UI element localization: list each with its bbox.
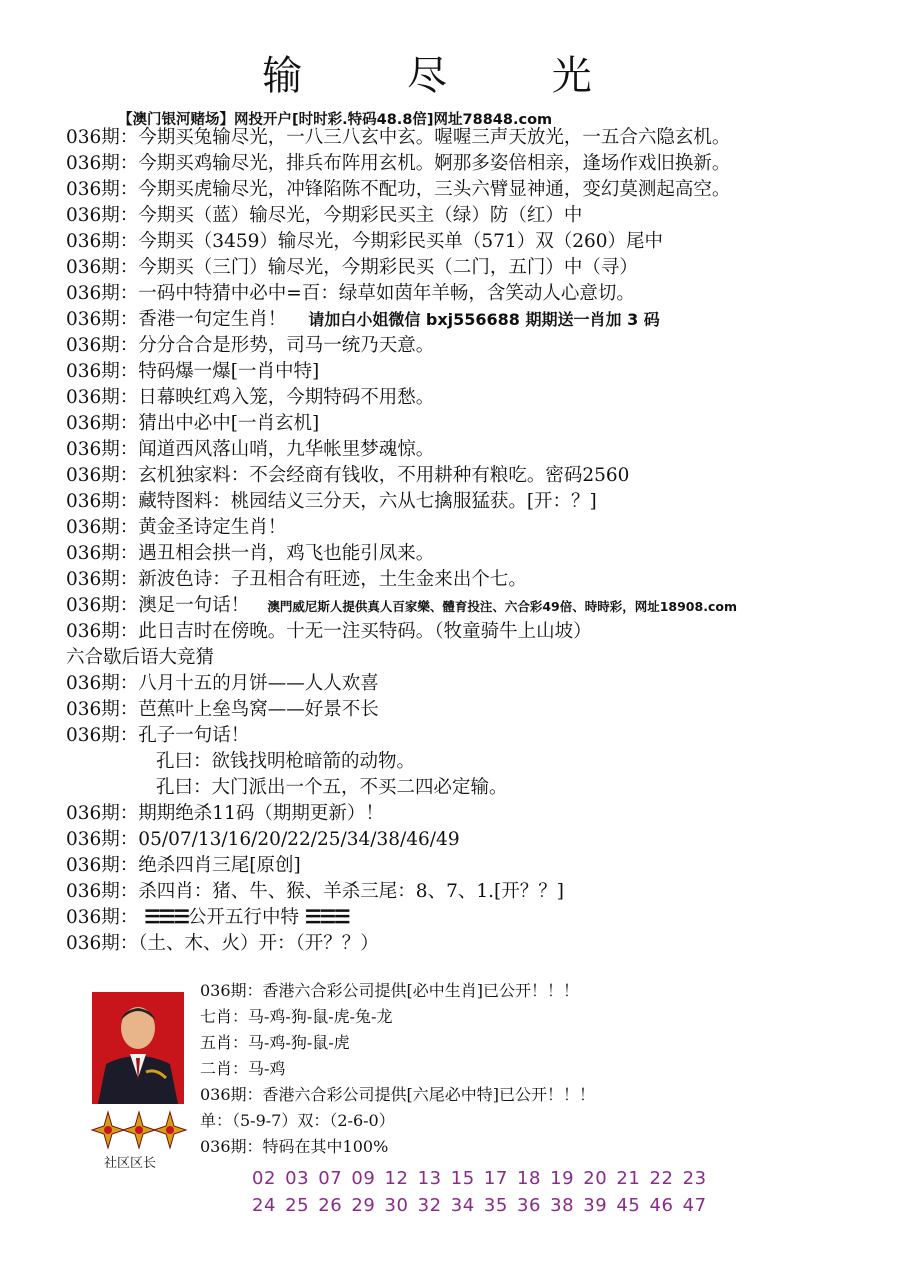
- wechat-ad: 请加白小姐微信 bxj556688 期期送一肖加 3 码: [308, 310, 660, 329]
- text-line: 036期：香港六合彩公司提供[必中生肖]已公开！！！: [200, 981, 580, 1000]
- text-line: 036期：芭蕉叶上垒鸟窝——好景不长: [66, 699, 379, 720]
- text-line: 036期：闻道西风落山哨，九华帐里梦魂惊。: [66, 439, 435, 460]
- number-list: [252, 1165, 892, 1219]
- text-line: 036期：新波色诗：子丑相合有旺迹，土生金来出个七。: [66, 569, 527, 590]
- text-line: 五肖：马-鸡-狗-鼠-虎: [200, 1033, 350, 1052]
- text-line: 036期：遇丑相会拱一肖，鸡飞也能引凤来。: [66, 543, 435, 564]
- text-line: 036期：今期买（蓝）输尽光，今期彩民买主（绿）防（红）中: [66, 205, 583, 226]
- indented-line: 孔曰：欲钱找明枪暗箭的动物。: [156, 751, 416, 772]
- text-line: 036期：今期买鸡输尽光，排兵布阵用玄机。婀那多姿倍相亲，逢场作戏旧换新。: [66, 153, 731, 174]
- text-line: 036期：分分合合是形势，司马一统乃天意。: [66, 335, 435, 356]
- text-line: 036期：猜出中必中[一肖玄机]: [66, 413, 320, 434]
- text-line: 036期：今期买（3459）输尽光，今期彩民买单（571）双（260）尾中: [66, 231, 664, 252]
- text-line: 036期：今期买兔输尽光，一八三八玄中玄。喔喔三声天放光，一五合六隐玄机。: [66, 127, 731, 148]
- main-lines: [66, 125, 896, 957]
- section-heading: 六合歇后语大竞猜: [66, 647, 215, 668]
- text-line: 036期：特码在其中100%: [200, 1137, 389, 1156]
- text-line: 单：（5-9-7）双：（2-6-0）: [200, 1111, 395, 1130]
- text-line: 036期：期期绝杀11码（期期更新）！: [66, 803, 384, 824]
- lower-lines: [200, 978, 890, 1160]
- text-line: 036期：玄机独家料：不会经商有钱收，不用耕种有粮吃。密码2560: [66, 465, 630, 486]
- top-ad-banner: 【澳门银河赌场】网投开户[时时彩.特码48.8倍]网址78848.com: [118, 112, 553, 128]
- text-line: 036期：孔子一句话！: [66, 725, 250, 746]
- text-line: 036期：05/07/13/16/20/22/25/34/38/46/49: [66, 829, 460, 850]
- text-line-label: 036期：澳足一句话！: [66, 595, 250, 616]
- text-line-with-ad: [66, 307, 896, 333]
- text-line-label: 036期：香港一句定生肖！: [66, 309, 287, 330]
- indented-line: 孔曰：大门派出一个五，不买二四必定输。: [156, 777, 508, 798]
- photo-caption: 社区区长: [104, 1156, 157, 1171]
- text-line: 036期：今期买（三门）输尽光，今期彩民买（二门，五门）中（寻）: [66, 257, 638, 278]
- trigram-bars-icon: ☰☰☰: [144, 907, 188, 928]
- text-line: 036期：香港六合彩公司提供[六尾必中特]已公开！！！: [200, 1085, 596, 1104]
- text-line: 036期：此日吉时在傍晚。十无一注买特码。（牧童骑牛上山坡）: [66, 621, 592, 642]
- text-line-with-ad: [66, 593, 896, 619]
- text-line: 036期：一码中特猜中必中=百：绿草如茵年羊畅，含笑动人心意切。: [66, 283, 635, 304]
- trigram-bars-icon: ☰☰☰: [304, 907, 349, 928]
- text-line: 036期：八月十五的月饼——人人欢喜: [66, 673, 379, 694]
- text-line: 036期：特码爆一爆[一肖中特]: [66, 361, 320, 382]
- text-line: 036期：（土、木、火）开：（开？？）: [66, 933, 379, 954]
- number-row: 24 25 26 29 30 32 34 35 36 38 39 45 46 47: [252, 1195, 707, 1216]
- portrait-photo: [92, 992, 184, 1104]
- wuxing-line: 036期： ☰☰☰公开五行中特 ☰☰☰: [66, 907, 349, 928]
- text-line: 036期：杀四肖：猪、牛、猴、羊杀三尾：8、7、1.[开？？]: [66, 881, 564, 902]
- venetian-ad: 澳門威尼斯人提供真人百家樂、體育投注、六合彩49倍、時時彩，网址18908.com: [267, 599, 737, 614]
- badge-emblems-icon: [90, 1110, 188, 1150]
- text-line: 036期：黄金圣诗定生肖！: [66, 517, 287, 538]
- text-line: 036期：绝杀四肖三尾[原创]: [66, 855, 301, 876]
- text-line: 036期：藏特图料：桃园结义三分天，六从七擒服猛获。[开：？]: [66, 491, 597, 512]
- text-line: 036期：今期买虎输尽光，冲锋陷陈不配功，三头六臂显神通，变幻莫测起高空。: [66, 179, 731, 200]
- page-title: 输 尽 光: [262, 53, 638, 99]
- text-line: 二肖：马-鸡: [200, 1059, 286, 1078]
- number-row: 02 03 07 09 12 13 15 17 18 19 20 21 22 23: [252, 1168, 707, 1189]
- text-line: 036期：日幕映红鸡入笼，今期特码不用愁。: [66, 387, 435, 408]
- text-line: 七肖：马-鸡-狗-鼠-虎-兔-龙: [200, 1007, 393, 1026]
